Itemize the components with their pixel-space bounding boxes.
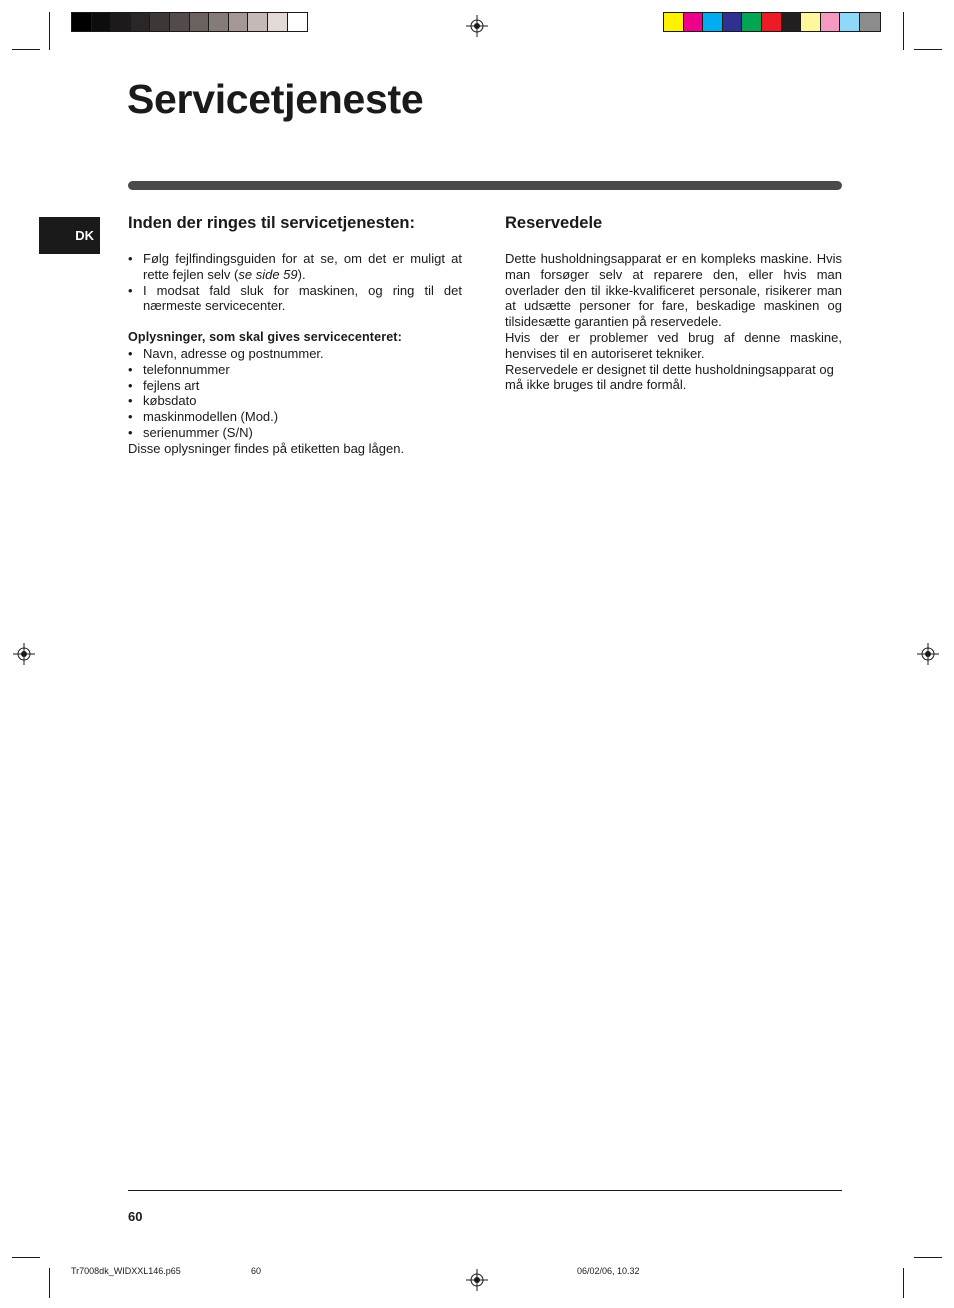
color-swatch — [684, 13, 704, 31]
crop-mark-top-right-h — [914, 49, 942, 50]
color-swatch — [762, 13, 782, 31]
slug-page: 60 — [251, 1266, 262, 1276]
left-column — [128, 213, 462, 457]
color-swatch — [229, 13, 249, 31]
list-item: • Følg fejlfindingsguiden for at se, om det er muligt at rette fejlen selv (se side 59). — [128, 251, 462, 283]
list-item: • serienummer (S/N) — [128, 425, 462, 441]
crop-mark-bottom-right-h — [914, 1257, 942, 1258]
registration-mark-icon — [466, 1269, 488, 1291]
color-swatch — [190, 13, 210, 31]
right-column — [505, 213, 842, 393]
list-item: • maskinmodellen (Mod.) — [128, 409, 462, 425]
list-item: • I modsat fald sluk for maskinen, og ring til det nærmeste servicecenter. — [128, 283, 462, 315]
registration-mark-icon — [466, 15, 488, 37]
color-swatch — [664, 13, 684, 31]
color-swatch — [782, 13, 802, 31]
process-color-bar — [663, 12, 881, 32]
section-heading-spare-parts: Reservedele — [505, 214, 603, 232]
closing-note: Disse oplysninger findes på etiketten bag lågen. — [128, 440, 405, 456]
language-tab: DK — [39, 217, 100, 254]
registration-mark-icon — [13, 643, 35, 665]
list-item: • telefonnummer — [128, 362, 462, 378]
color-swatch — [170, 13, 190, 31]
color-swatch — [92, 13, 112, 31]
crop-mark-top-left-h — [12, 49, 40, 50]
color-swatch — [268, 13, 288, 31]
color-swatch — [288, 13, 308, 31]
color-swatch — [801, 13, 821, 31]
crop-mark-bottom-left-h — [12, 1257, 40, 1258]
color-swatch — [131, 13, 151, 31]
crop-mark-top-left-v — [49, 12, 50, 50]
color-swatch — [72, 13, 92, 31]
color-swatch — [248, 13, 268, 31]
list-item: • Navn, adresse og postnummer. — [128, 346, 462, 362]
page-title: Servicetjeneste — [127, 76, 424, 122]
list-item: • fejlens art — [128, 378, 462, 394]
crop-mark-bottom-left-v — [49, 1268, 50, 1298]
crop-mark-top-right-v — [903, 12, 904, 50]
color-swatch — [723, 13, 743, 31]
paragraph: Dette husholdningsapparat er en kompleks maskine. Hvis man forsøger selv at reparere den, eller hvis man overlader den til ikke-kvalificeret personale, risikerer man at udsætte personer for fare, beskadige maskinen og tilsidesætte garantien på reservedele. — [505, 251, 842, 330]
crop-mark-bottom-right-v — [903, 1268, 904, 1298]
title-rule — [128, 181, 842, 190]
grayscale-color-bar — [71, 12, 308, 32]
advice-list — [128, 251, 462, 314]
slug-date: 06/02/06, 10.32 — [577, 1266, 640, 1276]
paragraph: Hvis der er problemer ved brug af denne maskine, henvises til en autoriseret tekniker. — [505, 329, 842, 361]
color-swatch — [821, 13, 841, 31]
section-heading-before-calling: Inden der ringes til servicetjenesten: — [128, 214, 416, 232]
registration-mark-icon — [917, 643, 939, 665]
list-item: • købsdato — [128, 393, 462, 409]
color-swatch — [209, 13, 229, 31]
page-number: 60 — [128, 1209, 143, 1224]
color-swatch — [150, 13, 170, 31]
color-swatch — [860, 13, 880, 31]
color-swatch — [742, 13, 762, 31]
color-swatch — [703, 13, 723, 31]
info-heading: Oplysninger, som skal gives servicecenteret: — [128, 330, 402, 345]
color-swatch — [111, 13, 131, 31]
footer-rule — [128, 1190, 842, 1191]
paragraph: Reservedele er designet til dette husholdningsapparat og må ikke bruges til andre formål. — [505, 361, 834, 393]
color-swatch — [840, 13, 860, 31]
slug-filename: Tr7008dk_WIDXXL146.p65 — [71, 1266, 181, 1276]
info-list — [128, 346, 462, 441]
